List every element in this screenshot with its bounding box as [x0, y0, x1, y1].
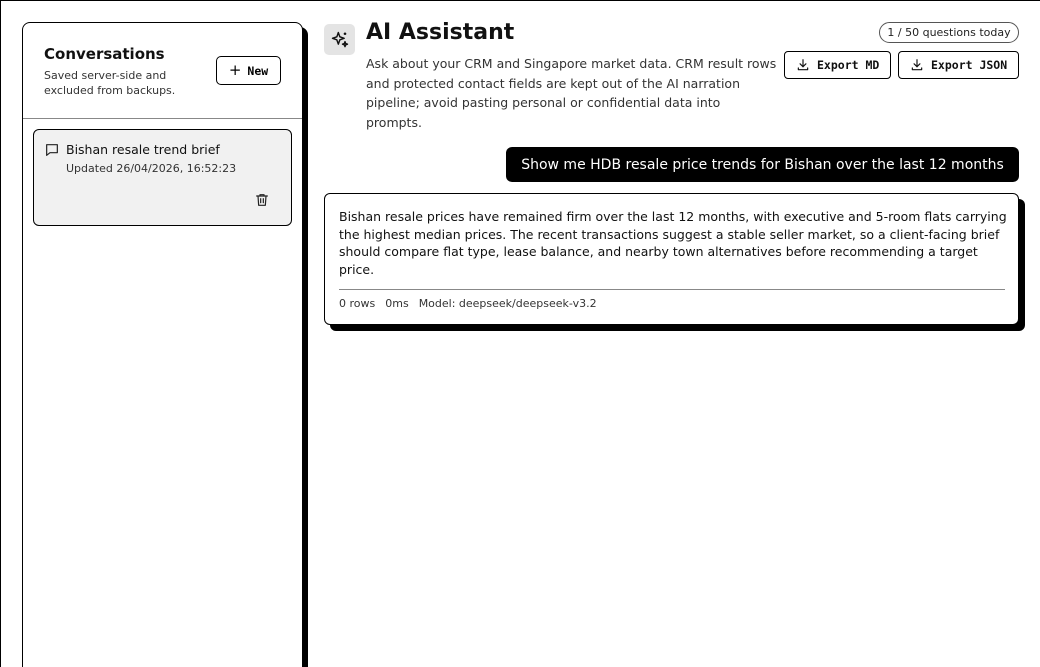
model-name: Model: deepseek/deepseek-v3.2	[418, 297, 597, 310]
window-left-border	[0, 0, 1, 667]
window-top-border	[0, 0, 1040, 1]
sidebar-header	[23, 23, 302, 119]
question-quota-badge: 1 / 50 questions today	[879, 22, 1019, 43]
export-json-button[interactable]	[898, 51, 1019, 79]
assistant-message-card	[324, 193, 1019, 325]
new-conversation-button[interactable]	[216, 56, 281, 85]
message-square-icon	[44, 142, 60, 158]
sparkles-icon	[330, 30, 350, 50]
export-json-label: Export JSON	[931, 58, 1008, 72]
user-message-bubble: Show me HDB resale price trends for Bishan over the last 12 months	[506, 147, 1019, 182]
page-description: Ask about your CRM and Singapore market data. CRM result rows and protected contact fields are kept out of the AI narration pipeline; avoid pasting personal or confidential data into prompts.	[366, 56, 777, 131]
conversation-updated: Updated 26/04/2026, 16:52:23	[66, 162, 237, 175]
sidebar-title: Conversations	[44, 45, 165, 63]
response-time: 0ms	[385, 297, 409, 310]
conversations-sidebar	[22, 22, 303, 667]
assistant-message-text: Bishan resale prices have remained firm over the last 12 months, with executive and 5-room flats carrying the highest median prices. The recent transactions suggest a stable seller market, so a client-facing brief should compare flat type, lease balance, and nearby town alternatives before recommending a target price.	[339, 209, 1007, 277]
assistant-message-divider	[339, 289, 1005, 290]
export-md-button[interactable]	[784, 51, 891, 79]
assistant-icon-box	[324, 24, 355, 55]
sidebar-subtitle: Saved server-side and excluded from backups.	[44, 69, 176, 97]
new-button-label: New	[247, 63, 269, 78]
download-icon	[910, 58, 924, 72]
conversation-title: Bishan resale trend brief	[66, 142, 220, 157]
assistant-message-meta	[339, 297, 597, 310]
trash-icon[interactable]	[254, 192, 270, 208]
conversation-item[interactable]	[33, 129, 292, 226]
export-md-label: Export MD	[817, 58, 880, 72]
plus-icon: +	[228, 61, 242, 79]
result-row-count: 0 rows	[339, 297, 376, 310]
download-icon	[796, 58, 810, 72]
page-title: AI Assistant	[366, 20, 515, 45]
